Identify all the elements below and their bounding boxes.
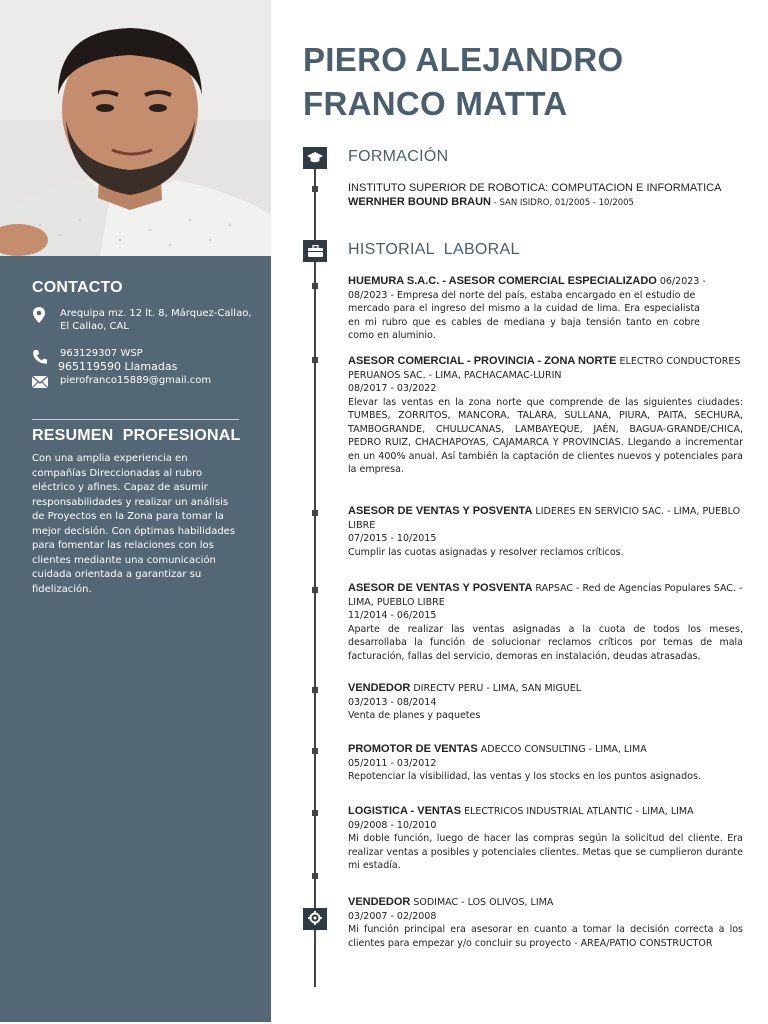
historial-badge — [303, 240, 327, 262]
job-dates: 09/2008 - 10/2010 — [348, 819, 437, 831]
job-dates: 05/2011 - 03/2012 — [348, 757, 437, 769]
job-company: ELECTRICOS INDUSTRIAL ATLANTIC - LIMA, LIMA — [461, 806, 694, 817]
address-line-2: El Callao, CAL — [60, 321, 129, 332]
job-description: Repotenciar la visibilidad, las ventas y los stocks en los puntos asignados. — [348, 771, 701, 782]
section-title-formacion: FORMACIÓN — [348, 148, 449, 165]
timeline-line — [314, 157, 316, 987]
timeline-dot — [312, 510, 318, 516]
formacion-badge — [303, 147, 327, 169]
timeline-end-badge — [303, 908, 327, 930]
gear-icon — [308, 910, 322, 929]
timeline-dot — [312, 810, 318, 816]
job-company: LIDERES EN SERVICIO SAC. - LIMA, PUEBLO LIBRE — [348, 506, 741, 531]
job-entry — [348, 682, 743, 723]
name-line-1: PIERO ALEJANDRO — [303, 41, 624, 78]
job-dates: 08/2017 - 03/2022 — [348, 383, 437, 394]
graduation-cap-icon — [307, 149, 323, 168]
job-entry — [348, 805, 743, 873]
job-role: HUEMURA S.A.C. - ASESOR COMERCIAL ESPECIALIZADO — [348, 275, 657, 287]
job-role: PROMOTOR DE VENTAS — [348, 743, 478, 755]
job-company: ELECTRO CONDUCTORES PERUANOS SAC. - LIMA, PACHACAMAC-LURIN — [348, 356, 741, 381]
timeline-dot — [312, 587, 318, 593]
job-description: Cumplir las cuotas asignadas y resolver reclamos críticos. — [348, 546, 624, 558]
phone-calls[interactable]: 965119590 Llamadas — [58, 360, 178, 373]
profile-photo — [0, 0, 271, 256]
timeline-dot — [312, 357, 318, 363]
timeline-dot — [312, 283, 318, 289]
summary-text: Con una amplia experiencia en compañías Direccionadas al rubro eléctrico y afines. Capaz de asumir responsabilidades y realizar un análisis de Proyectos en la Zona para tomar la mejor decisión. Con óptimas habilidades para fomentar las relaciones con los clientes mediante una comunicación cuidada orientada a garantizar su fidelización. — [32, 453, 236, 595]
job-role: VENDEDOR — [348, 682, 411, 694]
timeline-dot — [312, 748, 318, 754]
address-line-1: Arequipa mz. 12 lt. 8, Márquez-Callao, — [60, 308, 252, 319]
job-description: Aparte de realizar las ventas asignadas a la cuota de todos los meses, desarrollaba la función de solucionar reclamos críticos por temas de mala facturación, fallas del servicio, demoras en instalación, deudas atrasadas. — [348, 623, 743, 662]
job-role: VENDEDOR — [348, 896, 411, 908]
job-dates: 07/2015 - 10/2015 — [348, 533, 437, 544]
institution-line-1: INSTITUTO SUPERIOR DE ROBOTICA: COMPUTACION E INFORMATICA — [348, 182, 722, 194]
job-company: DIRECTV PERU - LIMA, SAN MIGUEL — [410, 683, 582, 694]
job-dates: 03/2013 - 08/2014 — [348, 696, 437, 708]
full-name — [303, 38, 623, 126]
job-entry — [348, 355, 743, 477]
job-company: RAPSAC - Red de Agencias Populares SAC. - LIMA, PUEBLO LIBRE — [348, 583, 743, 608]
job-dates: 03/2007 - 02/2008 — [348, 910, 437, 922]
timeline-dot — [312, 186, 318, 192]
job-entry — [348, 896, 743, 950]
job-entry — [348, 743, 743, 784]
job-description: Venta de planes y paquetes — [348, 710, 481, 721]
job-description: Mi función principal era asesorar en cuanto a tomar la decisión correcta a los clientes para empezar y/o concluir su proyecto - AREA/PATIO CONSTRUCTOR — [348, 924, 743, 949]
job-description: Elevar las ventas en la zona norte que comprende de las siguientes ciudades: TUMBES, ZORRITOS, MANCORA, TALARA, SULLANA, PIURA, PAITA, SECHURA, TAMBOGRANDE, CHULUCANAS, LAMBAYEQUE, JAÉN, BAGUA-GRANDE/CHICA, PEDRO RUIZ, CHACHAPOYAS, CAJAMARCA Y PROVINCIAS. Llegando a incrementar en un 400% anual. Así también la captación de clientes nuevos y potenciales para la empresa. — [348, 396, 743, 475]
job-dates: 11/2014 - 06/2015 — [348, 610, 437, 621]
education-details: - SAN ISIDRO, 01/2005 - 10/2005 — [491, 197, 634, 208]
job-description: mercado para el ingreso del mismo a la cuidad de lima. Era especialista en mi rubro que es cables de mediana y baja tensión tanto en cobre como en aluminio. — [348, 303, 700, 341]
job-description: Mi doble función, luego de hacer las compras según la solicitud del cliente. Era realizar ventas a posibles y potenciales clientes. Metas que se cumplieron durante mi estadía. — [348, 833, 743, 871]
job-company: 06/2023 - — [656, 276, 706, 287]
job-role: ASESOR DE VENTAS Y POSVENTA — [348, 582, 533, 594]
job-role: LOGISTICA - VENTAS — [348, 805, 462, 817]
section-title-historial: HISTORIAL LABORAL — [348, 241, 520, 258]
contact-heading: CONTACTO — [32, 279, 123, 296]
job-entry — [348, 505, 743, 559]
location-icon — [32, 307, 50, 323]
phone-icon — [32, 349, 50, 365]
job-company: ADECCO CONSULTING - LIMA, LIMA — [477, 744, 647, 755]
timeline-dot — [312, 873, 318, 879]
summary-heading: RESUMEN PROFESIONAL — [32, 427, 241, 444]
timeline-dot — [312, 687, 318, 693]
job-dates: 08/2023 - Empresa del norte del país, estaba encargado en el estudio de — [348, 289, 696, 301]
name-line-2: FRANCO MATTA — [303, 85, 568, 122]
job-company: SODIMAC - LOS OLIVOS, LIMA — [410, 897, 554, 908]
job-entry — [348, 275, 743, 343]
job-role: ASESOR COMERCIAL - PROVINCIA - ZONA NORTE — [348, 355, 617, 367]
education-entry — [348, 182, 743, 210]
institution-line-2: WERNHER BOUND BRAUN — [348, 195, 491, 208]
job-entry — [348, 582, 743, 663]
sidebar-divider — [32, 419, 239, 420]
briefcase-icon — [308, 242, 323, 261]
email-link[interactable]: pierofranco15889@gmail.com — [60, 375, 212, 386]
job-role: ASESOR DE VENTAS Y POSVENTA — [348, 505, 533, 517]
mail-icon — [32, 376, 50, 392]
phone-wsp[interactable]: 963129307 WSP — [60, 348, 143, 359]
